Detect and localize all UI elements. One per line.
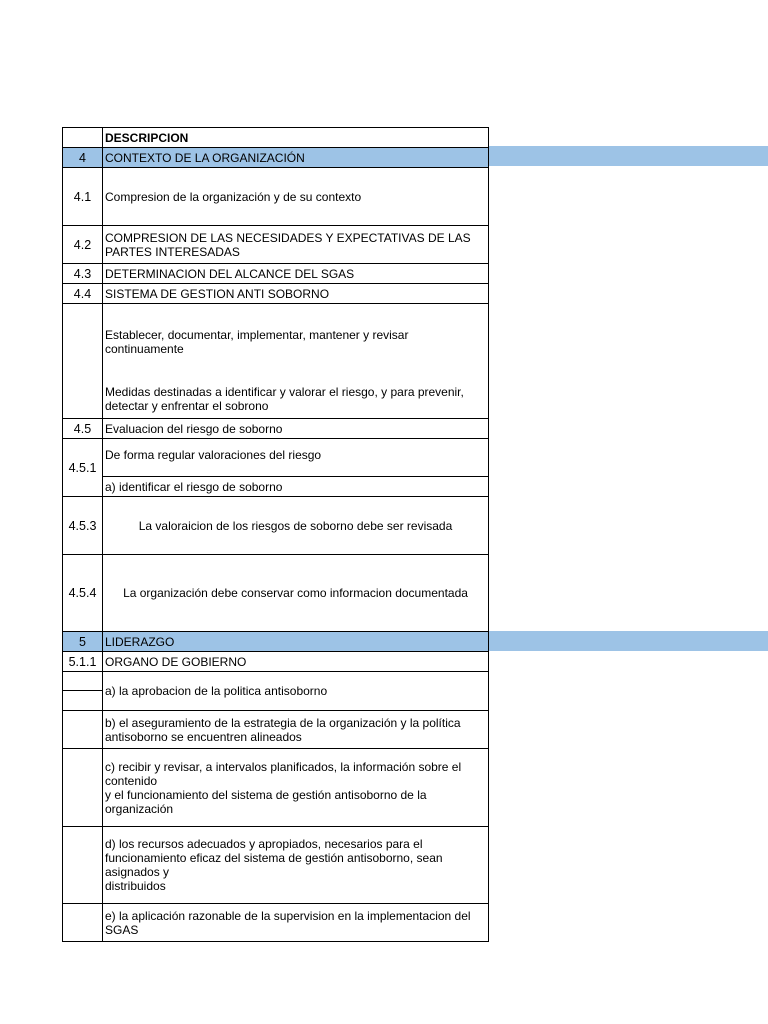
table-header-row xyxy=(63,128,489,148)
row-number xyxy=(63,672,103,711)
row-number: 4.5 xyxy=(63,419,103,439)
table-row xyxy=(63,304,489,381)
spreadsheet-table xyxy=(62,127,489,942)
row-description: Evaluacion del riesgo de soborno xyxy=(103,419,489,439)
row-number: 4.4 xyxy=(63,284,103,304)
row-description: a) identificar el riesgo de soborno xyxy=(103,477,489,497)
row-highlight-band-4 xyxy=(488,146,768,166)
table-row xyxy=(63,632,489,652)
row-number: 5.1.1 xyxy=(63,652,103,672)
table-row xyxy=(63,652,489,672)
row-description: CONTEXTO DE LA ORGANIZACIÓN xyxy=(103,148,489,168)
table-row xyxy=(63,827,489,904)
row-description: a) la aprobacion de la politica antisoborno xyxy=(103,672,489,711)
row-number: 4.5.3 xyxy=(63,497,103,555)
table-row xyxy=(63,672,489,711)
table-row xyxy=(63,497,489,555)
row-description: LIDERAZGO xyxy=(103,632,489,652)
row-number: 5 xyxy=(63,632,103,652)
table-row xyxy=(63,749,489,827)
row-description: b) el aseguramiento de la estrategia de la organización y la política antisoborno se encuentren alineados xyxy=(103,711,489,749)
table-row xyxy=(63,419,489,439)
row-description: e) la aplicación razonable de la supervision en la implementacion del SGAS xyxy=(103,904,489,942)
row-description: Compresion de la organización y de su contexto xyxy=(103,168,489,226)
row-description: DETERMINACION DEL ALCANCE DEL SGAS xyxy=(103,264,489,284)
row-number xyxy=(63,711,103,749)
row-description: COMPRESION DE LAS NECESIDADES Y EXPECTATIVAS DE LAS PARTES INTERESADAS xyxy=(103,226,489,264)
table-row xyxy=(63,381,489,419)
row-description: De forma regular valoraciones del riesgo xyxy=(103,439,489,477)
header-desc-cell: DESCRIPCION xyxy=(103,128,489,148)
row-description: c) recibir y revisar, a intervalos planificados, la información sobre el contenido y el funcionamiento del sistema de gestión antisoborno de la organización xyxy=(103,749,489,827)
table-row xyxy=(63,904,489,942)
table-row xyxy=(63,148,489,168)
row-number xyxy=(63,904,103,942)
row-description: ORGANO DE GOBIERNO xyxy=(103,652,489,672)
table-row xyxy=(63,226,489,264)
row-highlight-band-5 xyxy=(488,631,768,651)
row-description: Establecer, documentar, implementar, mantener y revisar continuamente xyxy=(103,304,489,381)
row-number: 4.1 xyxy=(63,168,103,226)
row-number: 4.5.1 xyxy=(63,439,103,497)
table-row xyxy=(63,264,489,284)
table-row xyxy=(63,284,489,304)
row-number: 4.5.4 xyxy=(63,555,103,632)
table-row xyxy=(63,477,489,497)
row-description: Medidas destinadas a identificar y valorar el riesgo, y para prevenir, detectar y enfrentar el sobrono xyxy=(103,381,489,419)
table-row xyxy=(63,168,489,226)
row-number: 4.3 xyxy=(63,264,103,284)
row-description: SISTEMA DE GESTION ANTI SOBORNO xyxy=(103,284,489,304)
row-number: 4.2 xyxy=(63,226,103,264)
row-description: La organización debe conservar como informacion documentada xyxy=(103,555,489,632)
row-description: La valoraicion de los riesgos de soborno debe ser revisada xyxy=(103,497,489,555)
row-number xyxy=(63,827,103,904)
table-row xyxy=(63,555,489,632)
row-number: 4 xyxy=(63,148,103,168)
table-row xyxy=(63,439,489,477)
row-description: d) los recursos adecuados y apropiados, necesarios para el funcionamiento eficaz del sistema de gestión antisoborno, sean asignados y distribuidos xyxy=(103,827,489,904)
header-num-cell xyxy=(63,128,103,148)
cell-divider xyxy=(63,690,102,691)
row-number xyxy=(63,304,103,419)
table-row xyxy=(63,711,489,749)
row-number xyxy=(63,749,103,827)
